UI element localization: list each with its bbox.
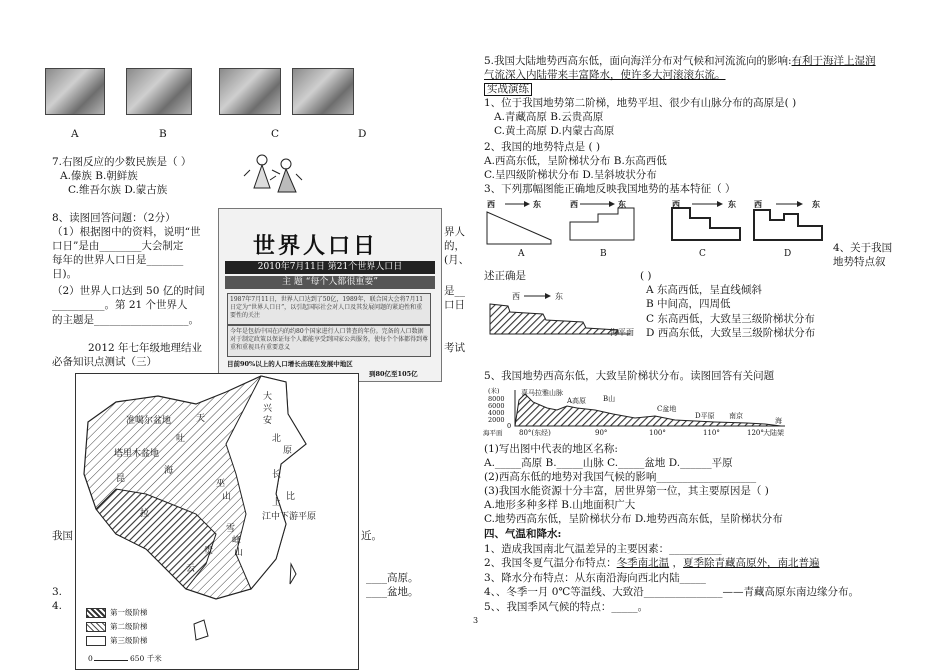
legend-step-2-label: 第二级阶梯 [110, 622, 148, 631]
p5-sub1: (1)写出图中代表的地区名称: [484, 443, 618, 455]
scale-bar [94, 660, 128, 661]
map-label-kun: 昆 [116, 474, 126, 484]
p5-sub3: (3)我国水能资源十分丰富，居世界第一位，其主要原因是（ ) [484, 485, 769, 497]
p3-xi-c: 西 [672, 199, 680, 209]
t2 [484, 557, 820, 570]
p5-sub1-blanks: A._____高原 B._____山脉 C._____盆地 D.______平原 [484, 457, 733, 469]
p5-axis-4000: 4000 [488, 409, 505, 417]
p5-axis-2000: 2000 [488, 416, 505, 424]
legend-step-1 [86, 608, 148, 618]
p5-lon-90: 90° [595, 429, 608, 437]
map-label-xing: 兴 [263, 404, 273, 414]
map-label-yangtze-plain: 江中下游平原 [262, 512, 317, 522]
under-map-line1-left: 我国 [52, 530, 73, 542]
t2-mid: ， [669, 557, 684, 569]
p5-label-c-basin: C盆地 [657, 405, 677, 413]
map-label-feng: 峰 [232, 536, 242, 546]
p5-label-b-mountain: B山 [603, 395, 616, 403]
p2-options-ab: A.西高东低，呈阶梯状分布 B.东高西低 [484, 155, 667, 167]
poster-footer: 目前90%以上的人口增长出现在发展中地区 [227, 360, 353, 368]
p3-letter-a: A [518, 249, 525, 259]
t4: 4、、冬季一月 0℃等温线、大致沿_______________——青藏高原东南边缘分布。 [484, 586, 859, 598]
map-label-la: 拉 [140, 509, 150, 519]
legend-step-3-label: 第三级阶梯 [110, 636, 148, 645]
under-map-4-num: 4. [52, 600, 63, 612]
q5-prefix: 5.我国大陆地势西高东低，面向海洋分布对气候和河流流向的影响: [484, 55, 792, 67]
p3-xi-d: 西 [754, 199, 762, 209]
legend-step-1-label: 第一级阶梯 [110, 608, 148, 617]
p5-sub2: (2)西高东低的地势对我国气候的影响___________________ [484, 471, 757, 483]
p4-option-b: B 中间高，四周低 [646, 298, 731, 310]
poster-theme: 主 题 “每个人都很重要” [225, 276, 435, 289]
map-label-tarim: 塔里木盆地 [114, 449, 160, 459]
p3-dong-c: 东 [728, 199, 736, 209]
legend-step-2 [86, 622, 148, 632]
p4-sea: 海平面 [610, 328, 634, 337]
photo-c [219, 68, 281, 115]
under-map-3-num: 3. [52, 586, 63, 598]
p5-lon-120: 120° [747, 429, 764, 437]
practice-heading: 实战演练 [484, 83, 532, 96]
legend-step-3 [86, 636, 148, 646]
t2-answer-winter: 冬季南北温 [616, 557, 670, 569]
q8-line2: 口日”是由________大会制定 [52, 240, 184, 252]
poster-text-1: 1987年7月11日，世界人口达到了50亿，1989年，联合国大会将7月11日定为“世界人口日”，以引起国际社会对人口及其发展问题的紧迫性和重要性的关注 [227, 293, 431, 325]
map-label-an: 安 [263, 416, 273, 426]
q7-stem: 7.右图反应的少数民族是（ ） [52, 156, 192, 168]
under-map-3-right: ____高原。 [366, 572, 419, 584]
map-label-hai: 海 [164, 466, 174, 476]
p1-stem: 1、位于我国地势第二阶梯，地势平坦、很少有山脉分布的高原是( ) [484, 97, 797, 109]
p4-stem-left: 述正确是 [484, 270, 526, 282]
map-label-shang: 上 [272, 498, 282, 508]
poster-footer-right: 到80亿至105亿 [369, 370, 418, 378]
t3: 3、降水分布特点：从东南沿海向西北内陆_____ [484, 572, 706, 584]
q8-line7: 的主题是__________________。 [52, 314, 199, 326]
q5-answer-1: 有利于海洋上湿润 [791, 55, 876, 67]
p2-stem: 2、我国的地势特点是 ( ) [484, 141, 601, 153]
p4-stem-r1: 4、关于我国 [833, 242, 893, 254]
scale-zero: 0 [88, 654, 93, 663]
map-label-shan-2: 山 [234, 548, 244, 558]
p4-option-c: C 东高西低，大致呈三级阶梯状分布 [646, 313, 815, 325]
p1-options-ab: A.青藏高原 B.云贵高原 [494, 111, 604, 123]
map-label-da: 大 [263, 392, 273, 402]
p3-letter-c: C [699, 249, 706, 259]
p3-dong-b: 东 [618, 199, 626, 209]
map-label-tu: 吐 [176, 434, 186, 444]
p4-dong: 东 [555, 292, 563, 301]
p5-axis-6000: 6000 [488, 402, 505, 410]
p3-xi-b: 西 [570, 199, 578, 209]
p5-axis-unit: (米) [488, 387, 500, 395]
map-label-yuan: 原 [283, 446, 293, 456]
q8-right-4: 是__ [444, 285, 465, 297]
p1-options-cd: C.黄土高原 D.内蒙古高原 [494, 125, 615, 137]
q7-options-ab: A.傣族 B.朝鲜族 [60, 170, 138, 182]
p3-dong-d: 东 [812, 199, 820, 209]
ethnic-dancers-illustration [240, 150, 310, 200]
exam-title-right: 考试 [444, 342, 465, 354]
under-map-line1-right: 近。 [361, 530, 382, 542]
t5: 5、、我国季风气候的特点：_____。 [484, 601, 649, 613]
p4-paren: ( ) [640, 270, 652, 282]
p5-label-d-plain: D平原 [695, 412, 715, 420]
p4-option-a: A 东高西低，呈直线倾斜 [646, 284, 762, 296]
t2-answer-summer: 夏季除青藏高原外，南北普遍 [683, 557, 820, 569]
p4-xi: 西 [512, 292, 520, 301]
china-terrain-map [75, 373, 359, 670]
map-label-chang: 长 [272, 470, 282, 480]
map-label-yun: 云 [186, 564, 196, 574]
map-label-junggar: 准噶尔盆地 [126, 416, 172, 426]
p3-stem: 3、下列那幅图能正确地反映我国地势的基本特征（ ） [484, 183, 736, 195]
p3-letter-b: B [600, 249, 607, 259]
q8-line1: （1）根据图中的资料，说明“世 [52, 226, 201, 238]
p3-xi-a: 西 [487, 199, 495, 209]
poster-heading: 世界人口日 [253, 233, 379, 259]
q8-right-2: 的， [444, 240, 465, 252]
map-label-tian: 天 [196, 414, 206, 424]
map-label-xue: 雪 [226, 524, 236, 534]
map-label-gui: 贵 [204, 546, 214, 556]
p5-sub3-ab: A.地形多种多样 B.山地面积广大 [484, 499, 636, 511]
poster-date-line: 2010年7月11日 第21个世界人口日 [225, 261, 435, 274]
map-label-wu: 巫 [216, 479, 226, 489]
photo-label-a: A [71, 128, 79, 140]
population-day-poster [218, 208, 442, 382]
p5-lon-80: 80°(东经) [519, 429, 551, 437]
p5-lon-100: 100° [649, 429, 666, 437]
p5-lon-110: 110° [703, 429, 720, 437]
section-4-heading: 四、气温和降水: [484, 528, 562, 540]
q8-line6: __________。第 21 个世界人 [52, 299, 188, 311]
t2-prefix: 2、我国冬夏气温分布特点： [484, 557, 617, 569]
exam-title-1: 2012 年七年级地理结业 [88, 342, 203, 354]
p4-option-d: D 西高东低，大致呈三级阶梯状分布 [646, 327, 816, 339]
scale-label: 650 千米 [130, 654, 162, 663]
q8-line4: 日)。 [52, 268, 78, 280]
p5-axis-sea: 海平面 [483, 429, 503, 437]
photo-label-c: C [271, 128, 280, 140]
map-label-bi: 比 [286, 492, 296, 502]
p3-diagram-b [568, 200, 638, 250]
p5-label-himalaya: 喜马拉雅山脉 [521, 389, 563, 397]
p5-sub3-cd: C.地势西高东低，呈阶梯状分布 D.地势西高东低，呈阶梯状分布 [484, 513, 783, 525]
q7-options-cd: C.维吾尔族 D.蒙古族 [68, 184, 168, 196]
photo-d [292, 68, 354, 115]
p4-stem-r2: 地势特点叙 [833, 256, 886, 268]
t1: 1、造成我国南北气温差异的主要因素：__________ [484, 543, 722, 555]
q5-intro [484, 55, 876, 68]
q8-right-3: (月、 [444, 254, 470, 266]
photo-label-d: D [358, 128, 367, 140]
p5-label-a-plateau: A高原 [567, 397, 587, 405]
p5-stem: 5、我国地势西高东低，大致呈阶梯状分布。读图回答有关问题 [484, 370, 775, 382]
q8-title: 8、读图回答问题：（2分） [52, 212, 176, 224]
exam-title-2: 必备知识点测试（三） [52, 356, 157, 368]
p3-letter-d: D [784, 249, 792, 259]
p5-axis-0: 0 [507, 422, 512, 430]
poster-text-2: 今年是包括中国在内的约80个国家进行人口普查的年份。完备的人口数据对于制定政策以保证每个人都能享受到国家公共服务，使每个个体都得到尊重和重视具有重要意义 [227, 325, 431, 357]
p5-label-nanjing: 南京 [729, 412, 743, 420]
under-map-4-right: ____盆地。 [366, 586, 419, 598]
p5-axis-8000: 8000 [488, 395, 505, 403]
map-label-bei: 北 [272, 434, 282, 444]
p5-elevation-profile [485, 388, 795, 438]
p5-label-sea: 海 [775, 417, 782, 425]
map-label-shan-1: 山 [222, 492, 232, 502]
p5-continental-shelf: 大陆架 [763, 429, 784, 437]
q8-right-5: 口日 [444, 299, 465, 311]
page-number: 3 [473, 616, 479, 625]
p3-dong-a: 东 [533, 199, 541, 209]
photo-a [45, 68, 105, 115]
q8-right-1: 界人 [444, 226, 465, 238]
photo-label-b: B [159, 128, 167, 140]
q8-line3: 每年的世界人口日是_______ [52, 254, 184, 266]
q8-line5: （2）世界人口达到 50 亿的时间 [52, 285, 205, 297]
photo-b [126, 68, 192, 115]
p2-options-cd: C.呈四级阶梯状分布 D.呈斜坡状分布 [484, 169, 657, 181]
q5-answer-2: 气流深入内陆带来丰富降水，使许多大河滚滚东流。 [484, 69, 726, 81]
